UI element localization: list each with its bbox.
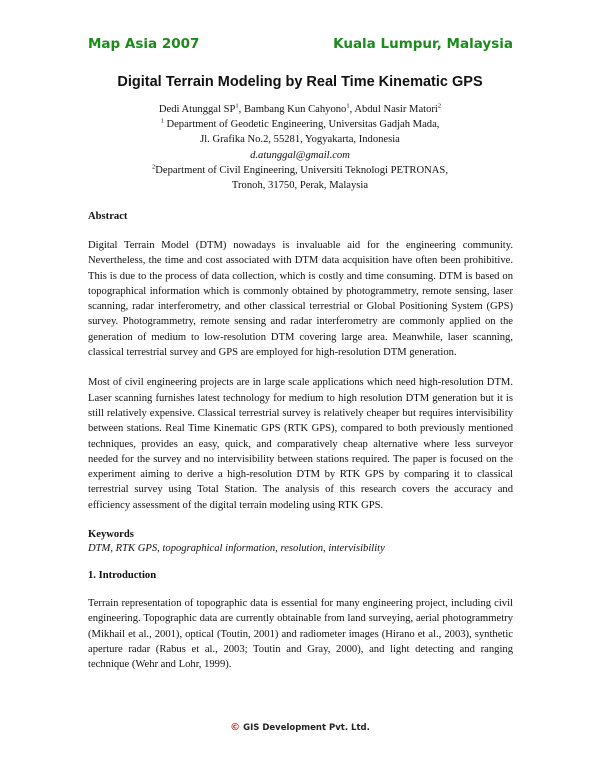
author-email: d.atunggal@gmail.com — [250, 149, 350, 161]
affiliation-superscript: 1 — [160, 117, 164, 125]
abstract-paragraph: Digital Terrain Model (DTM) nowadays is invaluable aid for the engineering community. Nevertheless, the time and cost associated with DTM data acquisition have often been prohibitive. This is due to the process of data collection, which is costly and time consuming. DTM is based on topographical information which is commonly obtained by photogrammetry, remote sensing, laser scanning, radar interferometry, and other classical terrestrial or Global Positioning System (GPS) survey. Photogrammetry, remote sensing and radar interferometry are commonly applied on the generation of medium to low-resolution DTM covering large area. Meanwhile, laser scanning, classical terrestrial survey and GPS are employed for high-resolution DTM generation. — [88, 240, 513, 359]
abstract-heading: Abstract — [88, 211, 128, 222]
author-name: Bambang Kun Cahyono — [243, 104, 347, 115]
paper-body — [88, 210, 513, 673]
introduction-paragraph: Terrain representation of topographic data is essential for many engineering project, including civil engineering. Topographic data are currently obtainable from land surveying, aerial photogrammetry (Mikhail et al., 2001), optical (Toutin, 2001) and radiometer images (Hirano et al., 2003), synthetic aperture radar (Rabus et al., 2003; Toutin and Gray, 2000), and light detecting and ranging technique (Wehr and Lohr, 1999). — [88, 598, 513, 671]
section-heading: 1. Introduction — [88, 570, 157, 582]
affiliation-line — [0, 163, 600, 178]
keywords-text: DTM, RTK GPS, topographical information, resolution, intervisibility — [88, 543, 385, 555]
author-block — [0, 102, 600, 193]
affiliation-text: Department of Civil Engineering, Universiti Teknologi PETRONAS, — [155, 164, 448, 176]
author-line: Dedi Atunggal $SP^1$, Bambang Kun Cahyono$^1$, Abdul Nasir Matori$^2$ — [158, 102, 442, 115]
conference-name: Map Asia 2007 — [88, 36, 200, 52]
page-header — [88, 36, 513, 56]
author-superscript: 1 — [346, 102, 350, 110]
affiliation-text: Department of Geodetic Engineering, Universitas Gadjah Mada, — [166, 119, 440, 131]
abstract-paragraph: Most of civil engineering projects are in large scale applications which need high-resolution DTM. Laser scanning furnishes latest technology for medium to high resolution DTM generation but it is still relatively expensive. Classical terrestrial survey is relatively cheaper but requires intervisibility between stations. Real Time Kinematic GPS (RTK GPS), compared to both previously mentioned techniques, provides an easy, quick, and comparatively cheap alternative where less surveyor needed for the survey and no intervisibility between stations required. The paper is focused on the experiment aiming to derive a high-resolution DTM by RTK GPS by comparing it to classical terrestrial survey using Total Station. The analysis of this research covers the accuracy and efficiency assessment of the digital terrain modeling using RTK GPS. — [88, 377, 513, 511]
paper-title: Digital Terrain Modeling by Real Time Kinematic GPS — [117, 74, 483, 90]
affiliation-superscript: 2 — [152, 163, 156, 171]
affiliation-line — [0, 117, 600, 132]
affiliation-address: Jl. Grafika No.2, 55281, Yogyakarta, Indonesia — [200, 134, 400, 146]
footer-text: GIS Development Pvt. Ltd. — [243, 723, 370, 733]
keywords-heading: Keywords — [88, 529, 134, 541]
author-superscript: 1 — [235, 102, 239, 110]
page-footer — [0, 722, 600, 733]
author-name: Dedi Atunggal SP — [158, 104, 236, 115]
conference-location: Kuala Lumpur, Malaysia — [333, 36, 513, 52]
copyright-icon: © — [230, 722, 241, 733]
author-superscript: 2 — [437, 102, 442, 110]
author-name: Abdul Nasir Matori — [354, 104, 438, 115]
affiliation-address: Tronoh, 31750, Perak, Malaysia — [231, 180, 369, 192]
